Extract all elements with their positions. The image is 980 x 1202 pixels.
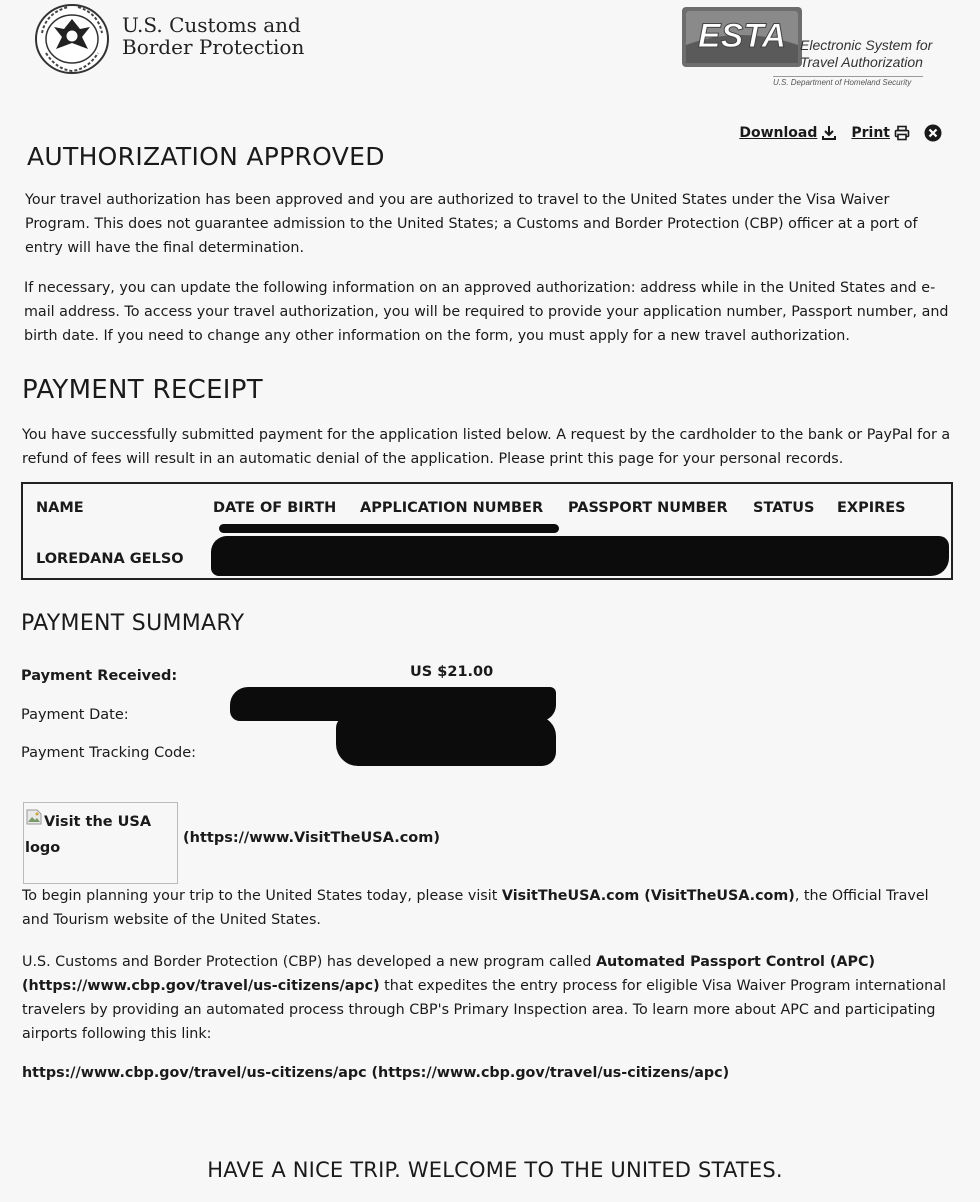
esta-department: U.S. Department of Homeland Security xyxy=(773,76,923,87)
column-header-application-number: APPLICATION NUMBER xyxy=(360,500,544,516)
close-icon[interactable] xyxy=(924,124,942,142)
visit-usa-site-link[interactable]: VisitTheUSA.com (VisitTheUSA.com) xyxy=(501,888,795,904)
visit-usa-logo-image[interactable] xyxy=(23,802,178,884)
payment-received-label: Payment Received: xyxy=(21,668,178,684)
visit-usa-text-after: , the Official Travel and Tourism website of the United States. xyxy=(22,888,929,928)
esta-subtitle xyxy=(800,37,932,71)
download-link[interactable] xyxy=(739,125,837,141)
print-label: Print xyxy=(851,125,890,141)
payment-received-value: US $21.00 xyxy=(410,664,494,680)
payment-tracking-code-label: Payment Tracking Code: xyxy=(21,745,197,761)
dhs-seal-icon xyxy=(34,3,110,75)
authorization-title: AUTHORIZATION APPROVED xyxy=(27,142,385,171)
esta-subtitle-line2: Travel Authorization xyxy=(800,54,923,70)
esta-subtitle-line1: Electronic System for xyxy=(800,37,933,53)
apc-paragraph xyxy=(22,950,957,1046)
payment-receipt-title: PAYMENT RECEIPT xyxy=(22,375,263,405)
column-header-dob: DATE OF BIRTH xyxy=(213,500,337,516)
download-label: Download xyxy=(739,125,818,141)
esta-logo-text: ESTA xyxy=(697,17,787,55)
printer-icon xyxy=(894,125,910,141)
payment-date-label: Payment Date: xyxy=(21,707,129,723)
agency-name-line2: Border Protection xyxy=(122,35,305,59)
apc-text-before: U.S. Customs and Border Protection (CBP) has developed a new program called xyxy=(22,954,596,970)
apc-link[interactable]: https://www.cbp.gov/travel/us-citizens/apc (https://www.cbp.gov/travel/us-citizens/apc) xyxy=(22,1065,730,1081)
visit-usa-logo-alt-text: Visit the USA logo xyxy=(25,814,152,856)
column-header-name: NAME xyxy=(36,500,84,516)
redaction-tracking-code xyxy=(336,716,556,766)
redaction-row xyxy=(211,536,949,576)
esta-logo xyxy=(680,5,804,69)
apc-text-after: that expedites the entry process for eligible Visa Waiver Program international travelers by providing an automated process through CBP's Primary Inspection area. To learn more about APC and participating airports following this link: xyxy=(22,978,946,1042)
authorization-paragraph-2: If necessary, you can update the following information on an approved authorization: address while in the United States and e-mail address. To access your travel authorization, you will be required to provide your application number, Passport number, and birth date. If you need to change any other information on the form, you must apply for a new travel authorization. xyxy=(24,280,949,344)
column-header-expires: EXPIRES xyxy=(837,500,906,516)
application-table xyxy=(21,482,953,580)
apc-program-link[interactable]: Automated Passport Control (APC) (https://www.cbp.gov/travel/us-citizens/apc) xyxy=(22,954,876,994)
column-header-passport-number: PASSPORT NUMBER xyxy=(568,500,728,516)
redaction-stroke xyxy=(219,524,559,533)
agency-name-line1: U.S. Customs and xyxy=(122,13,301,37)
print-link[interactable] xyxy=(851,125,910,141)
column-header-status: STATUS xyxy=(753,500,815,516)
visit-usa-paragraph xyxy=(22,884,957,932)
toolbar xyxy=(739,124,942,142)
agency-name xyxy=(122,14,304,58)
welcome-message: HAVE A NICE TRIP. WELCOME TO THE UNITED STATES. xyxy=(207,1158,783,1182)
payment-summary-title: PAYMENT SUMMARY xyxy=(21,611,245,636)
download-icon xyxy=(821,125,837,141)
payment-receipt-paragraph: You have successfully submitted payment for the application listed below. A request by the cardholder to the bank or PayPal for a refund of fees will result in an automatic denial of the application. Please print this page for your personal records. xyxy=(22,427,951,467)
applicant-name: LOREDANA GELSO xyxy=(36,551,184,567)
visit-usa-link[interactable]: (https://www.VisitTheUSA.com) xyxy=(183,830,441,846)
visit-usa-text-before: To begin planning your trip to the United States today, please visit xyxy=(22,888,502,904)
authorization-paragraph-1: Your travel authorization has been approved and you are authorized to travel to the United States under the Visa Waiver Program. This does not guarantee admission to the United States; a Customs and Border Protection (CBP) officer at a port of entry will have the final determination. xyxy=(25,192,918,256)
